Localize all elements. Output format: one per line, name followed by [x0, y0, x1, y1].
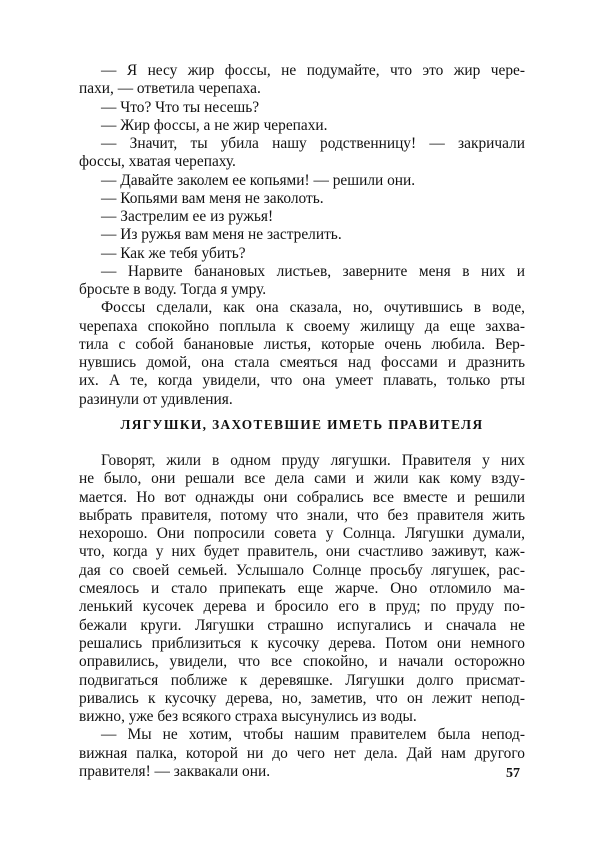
text-line: — Застрелим ее из ружья! — [101, 208, 274, 225]
text-line: — Давайте заколем ее копьями! — решили они. — [101, 171, 416, 189]
text-line: вижно, уже без всякого страха высунулись из воды. — [79, 708, 417, 726]
text-line: не было, они решали все дела сами и жили как кому взду- — [79, 470, 525, 488]
text-line: их. А те, когда увидели, что она умеет плавать, только рты — [79, 372, 525, 390]
text-line: ривались к кусочку дерева, но, заметив, что он лежит непод- — [79, 689, 525, 707]
text-line: фоссы, хватая черепаху. — [79, 153, 236, 171]
text-line: оправились, увидели, что все спокойно, и начали осторожно — [79, 653, 525, 671]
text-line: мается. Но вот однажды они собрались все вместе и решили — [79, 488, 525, 506]
text-line: пахи, — ответила черепаха. — [79, 80, 261, 98]
text-line: — Из ружья вам меня не застрелить. — [101, 226, 342, 244]
text-line: Фоссы сделали, как она сказала, но, очутившись в воде, — [101, 299, 525, 317]
text-line: — Значит, ты убила нашу родственницу! — закричали — [101, 135, 525, 152]
text-line: разинули от удивления. — [79, 390, 233, 408]
text-line: тила с собой банановые листья, которые очень любила. Вер- — [79, 335, 525, 353]
text-line: нехорошо. Они попросили совета у Солнца. Лягушки думали, — [79, 525, 525, 543]
section-heading: ЛЯГУШКИ, ЗАХОТЕВШИЕ ИМЕТЬ ПРАВИТЕЛЯ — [120, 417, 484, 432]
text-line: — Мы не хотим, чтобы нашим правителем была непод- — [101, 726, 525, 744]
text-line: черепаха спокойно поплыла к своему жилищу да еще захва- — [79, 317, 525, 335]
text-line: дая со своей семьей. Услышало Солнце просьбу лягушек, рас- — [79, 561, 525, 579]
text-line: правителя! — заквакали они. — [79, 763, 271, 781]
text-line: — Как же тебя убить? — [101, 244, 246, 262]
text-line: — Что? Что ты несешь? — [101, 98, 260, 116]
text-line: Говорят, жили в одном пруду лягушки. Правителя у них — [101, 452, 525, 469]
text-line: — Копьями вам меня не заколоть. — [101, 189, 324, 207]
text-line: — Нарвите банановых листьев, заверните меня в них и — [101, 262, 525, 280]
story-end-section — [79, 62, 525, 409]
text-line: нувшись домой, она стала смеяться над фоссами и дразнить — [79, 354, 525, 371]
text-line: ленький кусочек дерева и бросило его в пруд; по пруду по- — [79, 598, 525, 616]
text-line: смеялось и стало припекать еще жарче. Оно отломило ма- — [79, 580, 525, 598]
page-number: 57 — [506, 766, 520, 781]
text-line: бежали круги. Лягушки страшно испугались и сначала не — [79, 616, 525, 634]
text-line: что, когда у них будет правитель, они счастливо заживут, каж- — [79, 543, 525, 561]
text-line: подвигаться поближе к деревяшке. Лягушки долго присмат- — [79, 671, 525, 689]
text-line: решались приблизиться к кусочку дерева. Потом они немного — [79, 634, 525, 652]
text-line: вижная палка, которой ни до чего нет дела. Дай нам другого — [79, 744, 525, 762]
text-line: — Я несу жир фоссы, не подумайте, что это жир чере- — [101, 62, 525, 79]
text-line: бросьте в воду. Тогда я умру. — [79, 281, 267, 298]
text-line: — Жир фоссы, а не жир черепахи. — [101, 116, 328, 134]
frogs-story-section — [79, 452, 525, 781]
text-line: выбрать правителя, потому что знали, что без правителя жить — [79, 506, 525, 524]
